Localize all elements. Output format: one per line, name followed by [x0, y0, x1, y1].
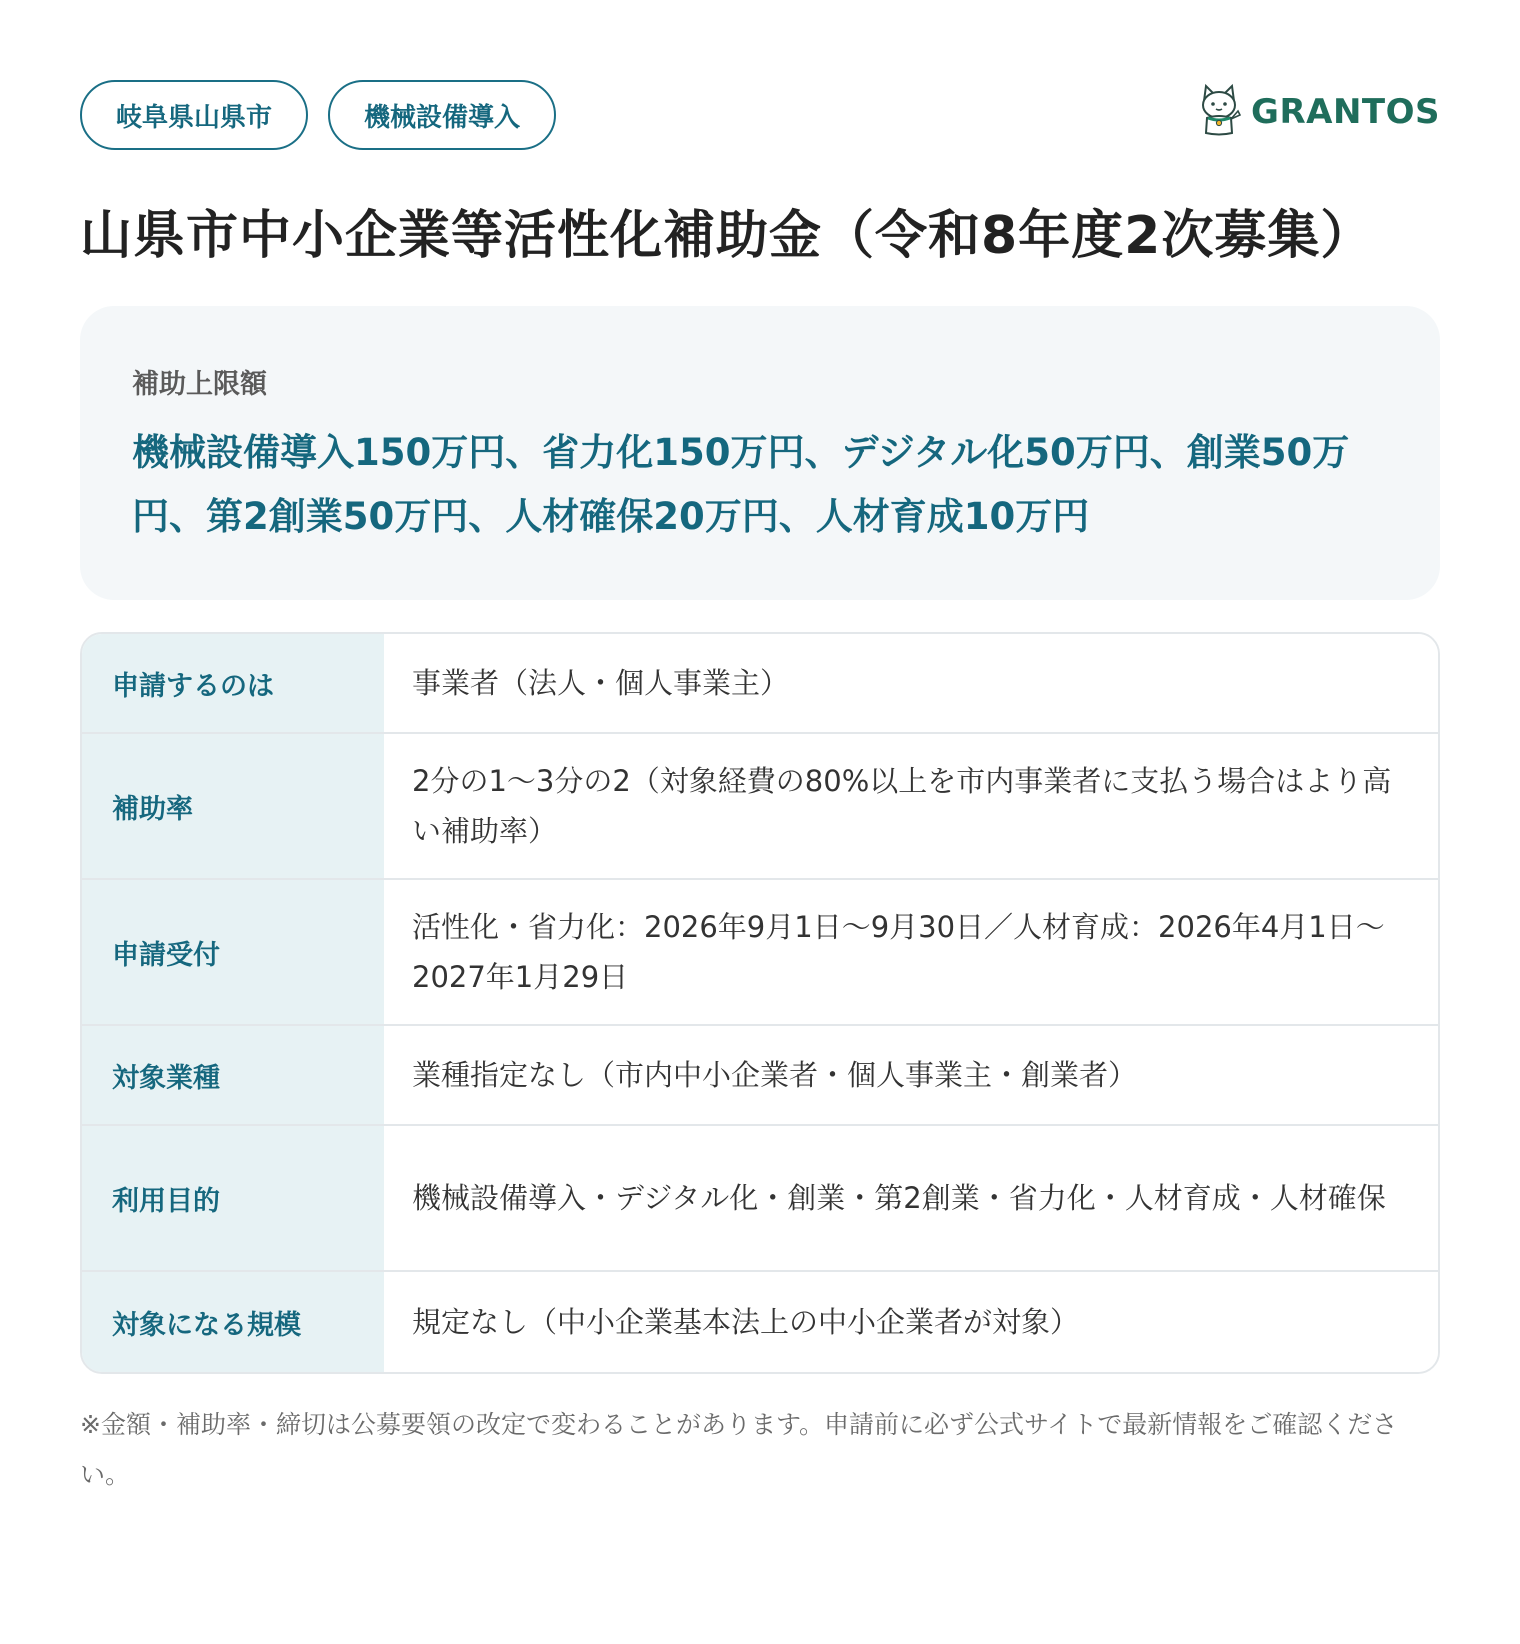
table-row	[82, 1026, 1438, 1126]
row-value-rate: 2分の1〜3分の2（対象経費の80%以上を市内事業者に支払う場合はより高い補助率）	[384, 734, 1438, 878]
row-label-scale: 対象になる規模	[82, 1272, 384, 1372]
row-value-purpose: 機械設備導入・デジタル化・創業・第2創業・省力化・人材育成・人材確保	[384, 1126, 1438, 1270]
row-label-period: 申請受付	[82, 880, 384, 1024]
tag-region[interactable]: 岐阜県山県市	[80, 80, 308, 150]
footnote: ※金額・補助率・締切は公募要領の改定で変わることがあります。申請前に必ず公式サイトで最新情報をご確認ください。	[80, 1410, 1398, 1489]
subsidy-cap-card	[80, 306, 1440, 600]
lucky-cat-icon	[1197, 83, 1241, 141]
table-row	[82, 734, 1438, 880]
subsidy-summary-card	[80, 80, 1440, 1500]
row-value-period: 活性化・省力化：2026年9月1日〜9月30日／人材育成：2026年4月1日〜2027年1月29日	[384, 880, 1438, 1024]
header	[80, 80, 1440, 150]
tag-category[interactable]: 機械設備導入	[328, 80, 556, 150]
info-table	[80, 632, 1440, 1374]
table-row	[82, 1272, 1438, 1372]
cap-value: 機械設備導入150万円、省力化150万円、デジタル化50万円、創業50万円、第2創業50万円、人材確保20万円、人材育成10万円	[132, 431, 1350, 538]
cap-label: 補助上限額	[132, 369, 267, 400]
row-value-scale: 規定なし（中小企業基本法上の中小企業者が対象）	[384, 1272, 1438, 1372]
table-row	[82, 880, 1438, 1026]
row-label-applicant: 申請するのは	[82, 634, 384, 732]
table-row	[82, 634, 1438, 734]
row-value-applicant: 事業者（法人・個人事業主）	[384, 634, 1438, 732]
brand-logo	[1197, 83, 1440, 141]
table-row	[82, 1126, 1438, 1272]
row-label-industry: 対象業種	[82, 1026, 384, 1124]
row-label-rate: 補助率	[82, 734, 384, 878]
page-title: 山県市中小企業等活性化補助金（令和8年度2次募集）	[80, 206, 1374, 266]
brand-name: GRANTOS	[1251, 92, 1440, 132]
tag-list	[80, 80, 556, 150]
row-label-purpose: 利用目的	[82, 1126, 384, 1270]
row-value-industry: 業種指定なし（市内中小企業者・個人事業主・創業者）	[384, 1026, 1438, 1124]
